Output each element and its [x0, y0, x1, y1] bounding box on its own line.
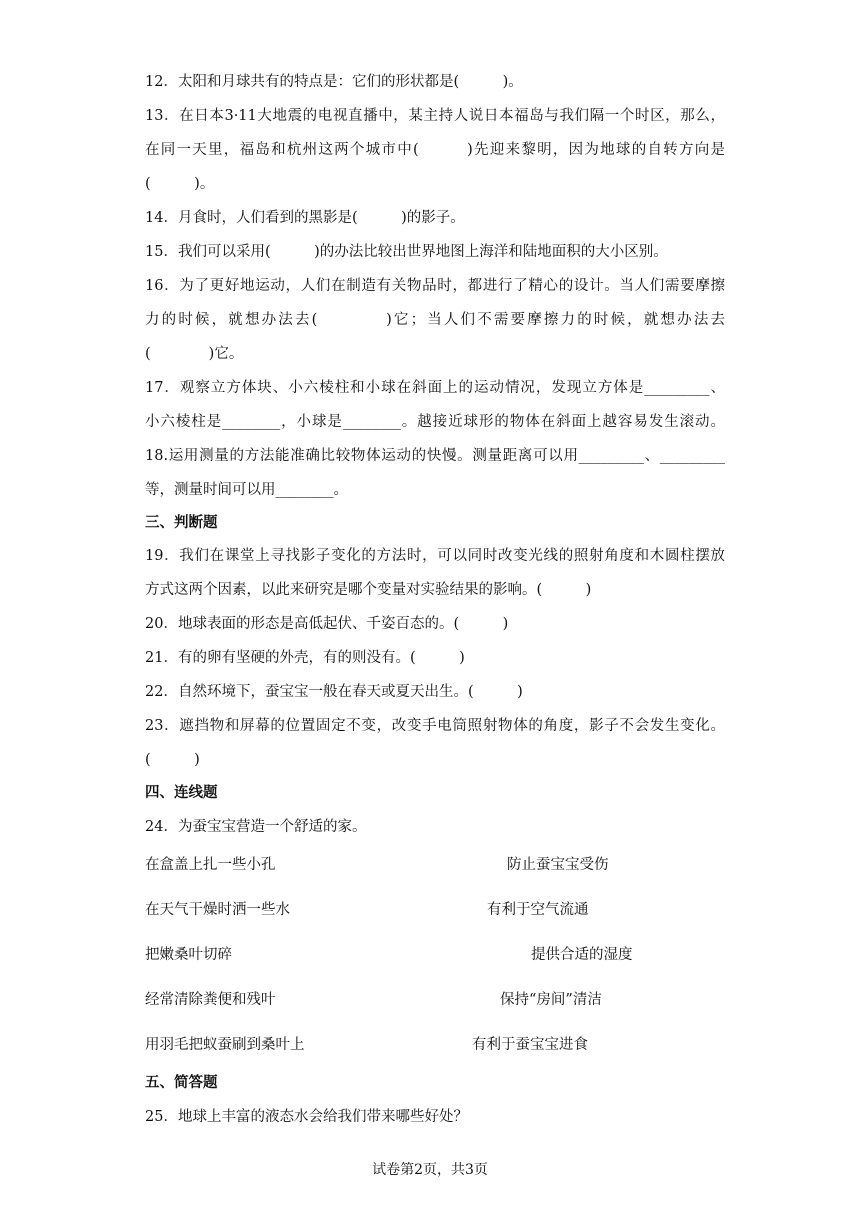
question-13-line-1: 13．在日本3·11大地震的电视直播中，某主持人说日本福岛与我们隔一个时区，那么，	[145, 108, 725, 124]
question-16-line-2: 力的时候，就想办法去( )它；当人们不需要摩擦力的时候，就想办法去	[145, 312, 725, 328]
question-18-line-2: 等，测量时间可以用________。	[145, 482, 348, 498]
match-right-item: 保持“房间”清洁	[500, 992, 602, 1008]
question-23-line-1: 23．遮挡物和屏幕的位置固定不变，改变手电筒照射物体的角度，影子不会发生变化。	[145, 718, 725, 734]
question-16-line-1: 16．为了更好地运动，人们在制造有关物品时，都进行了精心的设计。当人们需要摩擦	[145, 278, 725, 294]
question-18-line-1: 18.运用测量的方法能准确比较物体运动的快慢。测量距离可以用_________、_________	[145, 448, 725, 464]
match-left-item: 在盒盖上扎一些小孔	[145, 857, 276, 873]
question-25: 25．地球上丰富的液态水会给我们带来哪些好处？	[145, 1109, 468, 1125]
question-22: 22．自然环境下，蚕宝宝一般在春天或夏天出生。( )	[145, 684, 523, 700]
section-4-title: 四、连线题	[145, 784, 218, 801]
page-footer: 试卷第2页，共3页	[372, 1162, 488, 1178]
question-19-line-2: 方式这两个因素，以此来研究是哪个变量对实验结果的影响。( )	[145, 582, 592, 598]
question-23-line-2: ( )	[145, 752, 200, 768]
match-right-item: 防止蚕宝宝受伤	[507, 857, 609, 873]
question-24: 24．为蚕宝宝营造一个舒适的家。	[145, 819, 367, 835]
question-13-line-2: 在同一天里，福岛和杭州这两个城市中( )先迎来黎明，因为地球的自转方向是	[145, 142, 725, 158]
match-left-item: 在天气干燥时洒一些水	[145, 902, 290, 918]
match-left-item: 经常清除粪便和残叶	[145, 992, 276, 1008]
match-left-item: 把嫩桑叶切碎	[145, 947, 232, 963]
match-right-item: 有利于蚕宝宝进食	[472, 1037, 588, 1053]
question-19-line-1: 19．我们在课堂上寻找影子变化的方法时，可以同时改变光线的照射角度和木圆柱摆放	[145, 548, 725, 564]
question-13-line-3: ( )。	[145, 176, 215, 192]
question-21: 21．有的卵有坚硬的外壳，有的则没有。( )	[145, 650, 465, 666]
section-5-title: 五、简答题	[145, 1074, 218, 1091]
question-17-line-2: 小六棱柱是________，小球是________。越接近球形的物体在斜面上越容易发生滚动。	[145, 414, 725, 430]
match-right-item: 提供合适的湿度	[531, 947, 633, 963]
match-left-item: 用羽毛把蚁蚕刷到桑叶上	[145, 1037, 305, 1053]
question-14: 14．月食时，人们看到的黑影是( )的影子。	[145, 210, 465, 226]
question-16-line-3: ( )它。	[145, 346, 244, 362]
match-right-item: 有利于空气流通	[487, 902, 589, 918]
question-17-line-1: 17．观察立方体块、小六棱柱和小球在斜面上的运动情况，发现立方体是_________、	[145, 380, 725, 396]
question-15: 15．我们可以采用( )的办法比较出世界地图上海洋和陆地面积的大小区别。	[145, 244, 668, 260]
question-20: 20．地球表面的形态是高低起伏、千姿百态的。( )	[145, 616, 509, 632]
section-3-title: 三、判断题	[145, 514, 218, 531]
question-12: 12．太阳和月球共有的特点是：它们的形状都是( )。	[145, 74, 523, 90]
